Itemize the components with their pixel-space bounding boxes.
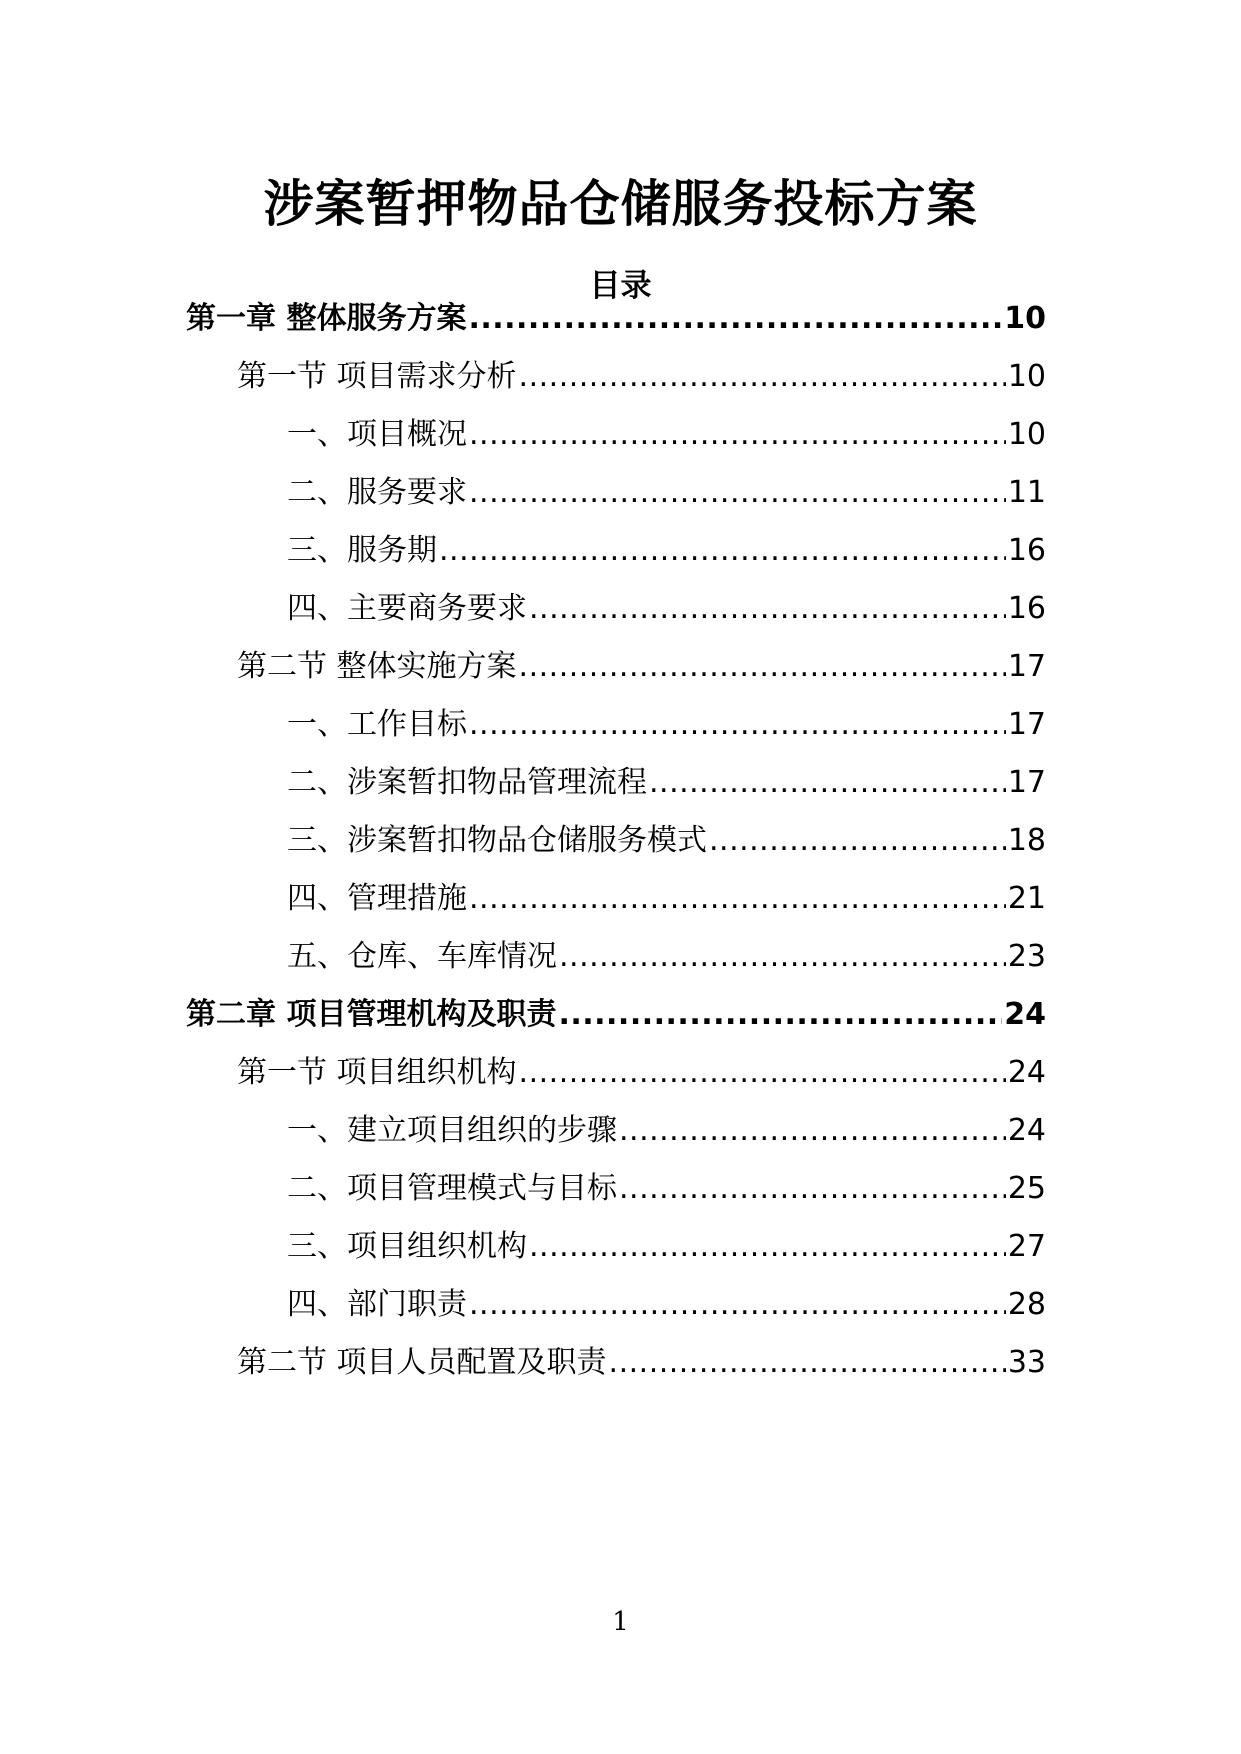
toc-entry-label: 第二节 整体实施方案 [237, 649, 517, 684]
toc-dot-leader [619, 1167, 1006, 1211]
toc-dot-leader [469, 877, 1006, 921]
toc-dot-leader [649, 761, 1006, 805]
toc-entry-page: 21 [1007, 881, 1046, 916]
toc-entry-label: 一、工作目标 [287, 707, 467, 742]
toc-entry-page: 18 [1007, 823, 1046, 858]
toc-entry-page: 16 [1007, 591, 1046, 626]
toc-entry-item[interactable] [287, 471, 1046, 515]
toc-entry-item[interactable] [287, 1225, 1046, 1269]
toc-entry-page: 28 [1007, 1287, 1046, 1322]
toc-dot-leader [439, 529, 1006, 573]
toc-entry-item[interactable] [287, 1283, 1046, 1327]
toc-dot-leader [519, 1051, 1006, 1095]
toc-entry-section-1-2[interactable] [237, 645, 1046, 689]
toc-dot-leader [619, 1109, 1006, 1153]
toc-entry-label: 二、服务要求 [287, 475, 467, 510]
page-number: 1 [612, 1607, 629, 1637]
toc-entry-item[interactable] [287, 761, 1046, 805]
toc-entry-page: 10 [1007, 359, 1046, 394]
toc-entry-item[interactable] [287, 1167, 1046, 1211]
toc-entry-label: 五、仓库、车库情况 [287, 939, 557, 974]
toc-entry-item[interactable] [287, 587, 1046, 631]
toc-dot-leader [469, 413, 1006, 457]
toc-entry-section-2-2[interactable] [237, 1341, 1046, 1385]
toc-dot-leader [529, 1225, 1006, 1269]
toc-dot-leader [519, 645, 1006, 689]
toc-entry-label: 第一章 整体服务方案 [186, 301, 467, 336]
toc-entry-page: 23 [1007, 939, 1046, 974]
toc-entry-page: 17 [1007, 707, 1046, 742]
toc-entry-page: 25 [1007, 1171, 1046, 1206]
toc-entry-label: 第一节 项目需求分析 [237, 359, 517, 394]
toc-entry-label: 三、涉案暂扣物品仓储服务模式 [287, 823, 707, 858]
toc-dot-leader [519, 355, 1006, 399]
toc-entry-label: 二、涉案暂扣物品管理流程 [287, 765, 647, 800]
toc-entry-label: 一、建立项目组织的步骤 [287, 1113, 617, 1148]
toc-dot-leader [529, 587, 1006, 631]
toc-heading: 目录 [589, 268, 652, 304]
toc-dot-leader [559, 935, 1006, 979]
toc-entry-page: 17 [1007, 649, 1046, 684]
toc-entry-chapter-2[interactable] [186, 993, 1046, 1037]
toc-entry-page: 24 [1004, 997, 1046, 1032]
toc-entry-page: 10 [1007, 417, 1046, 452]
toc-entry-item[interactable] [287, 935, 1046, 979]
toc-dot-leader [468, 297, 1002, 341]
toc-entry-page: 24 [1007, 1055, 1046, 1090]
toc-entry-label: 四、部门职责 [287, 1287, 467, 1322]
toc-entry-label: 四、主要商务要求 [287, 591, 527, 626]
toc-entry-page: 17 [1007, 765, 1046, 800]
toc-dot-leader [469, 703, 1006, 747]
toc-entry-page: 24 [1007, 1113, 1046, 1148]
toc-dot-leader [469, 1283, 1006, 1327]
toc-entry-item[interactable] [287, 413, 1046, 457]
toc-entry-chapter-1[interactable] [186, 297, 1046, 341]
toc-entry-item[interactable] [287, 529, 1046, 573]
toc-entry-label: 三、项目组织机构 [287, 1229, 527, 1264]
toc-entry-page: 16 [1007, 533, 1046, 568]
toc-entry-page: 10 [1004, 301, 1046, 336]
document-title: 涉案暂押物品仓储服务投标方案 [263, 175, 978, 233]
toc-dot-leader [609, 1341, 1006, 1385]
toc-entry-label: 第二章 项目管理机构及职责 [186, 997, 557, 1032]
toc-entry-label: 一、项目概况 [287, 417, 467, 452]
toc-dot-leader [709, 819, 1006, 863]
toc-entry-page: 33 [1007, 1345, 1046, 1380]
toc-entry-item[interactable] [287, 703, 1046, 747]
toc-entry-label: 三、服务期 [287, 533, 437, 568]
toc-entry-section-2-1[interactable] [237, 1051, 1046, 1095]
toc-entry-item[interactable] [287, 877, 1046, 921]
toc-entry-section-1-1[interactable] [237, 355, 1046, 399]
toc-entry-page: 27 [1007, 1229, 1046, 1264]
toc-entry-item[interactable] [287, 1109, 1046, 1153]
toc-dot-leader [558, 993, 1002, 1037]
toc-entry-label: 第一节 项目组织机构 [237, 1055, 517, 1090]
toc-entry-page: 11 [1007, 475, 1046, 510]
toc-entry-label: 四、管理措施 [287, 881, 467, 916]
toc-entry-label: 二、项目管理模式与目标 [287, 1171, 617, 1206]
toc-entry-label: 第二节 项目人员配置及职责 [237, 1345, 607, 1380]
toc-dot-leader [469, 471, 1006, 515]
toc-entry-item[interactable] [287, 819, 1046, 863]
